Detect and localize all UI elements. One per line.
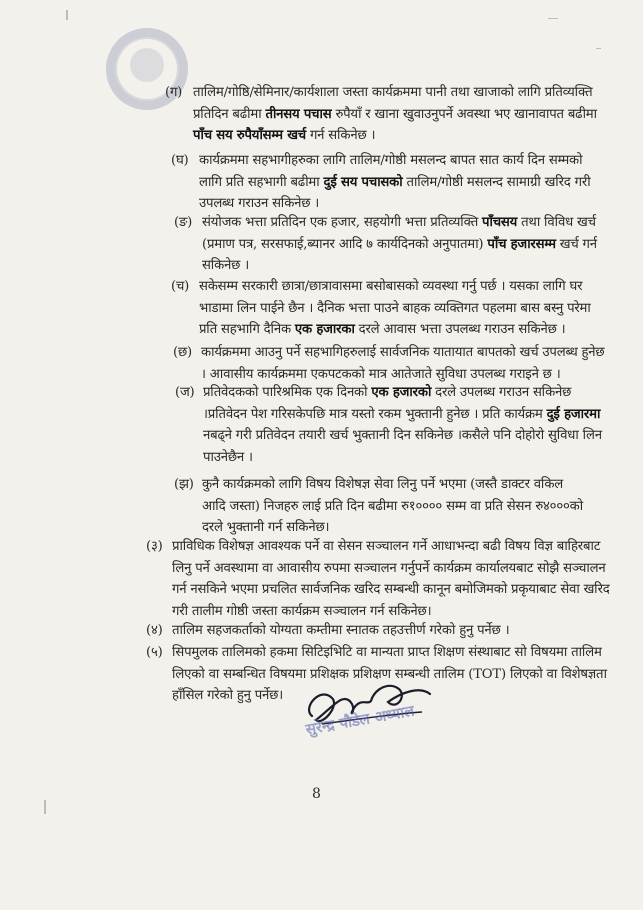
- bold-amount: पाँच हजारसम्म: [487, 236, 556, 252]
- text-segment: लिनु पर्ने अवस्थामा वा आवासीय रुपमा सञ्चालन गर्नुपर्ने कार्यक्रम कार्यालयबाट सोझै सञ्चालन: [172, 560, 606, 576]
- text-segment: तालिम सहजकर्ताको योग्यता कम्तीमा स्नातक तहउत्तीर्ण गरेको हुनु पर्नेछ ।: [172, 623, 510, 638]
- text-line: [199, 276, 591, 298]
- clause-marker: (ज): [175, 385, 195, 400]
- text-segment: लिएको वा सम्बन्धित विषयमा प्रशिक्षक प्रशिक्षण सम्बन्धी तालिम (TOT) लिएको वा विशेषज्ञता: [172, 666, 607, 682]
- clause-marker: (ग): [165, 85, 183, 100]
- text-segment: खर्च गर्न: [555, 236, 597, 252]
- clause-marker: (ङ): [174, 215, 193, 230]
- name-stamp: सुरेन्द्र पौडेल अध्याल: [304, 701, 416, 739]
- bold-amount: दुई सय पचासको: [323, 174, 403, 190]
- text-segment: कार्यक्रममा सहभागीहरुका लागि तालिम/गोष्ठी मसलन्द बापत सात कार्य दिन सम्मको: [199, 153, 583, 168]
- text-line: [199, 150, 590, 172]
- text-segment: कुनै कार्यक्रमको लागि विषय विशेषज्ञ सेवा लिनु पर्ने भएमा (जस्तै डाक्टर वकिल: [202, 477, 564, 492]
- clause-nga: [174, 212, 597, 277]
- text-line: [172, 579, 610, 601]
- clause-marker: (३): [146, 539, 163, 554]
- text-segment: हाँसिल गरेको हुनु पर्नेछ।: [172, 688, 284, 703]
- text-line: [199, 298, 591, 320]
- text-line: [193, 104, 597, 126]
- text-line: [199, 172, 590, 194]
- text-line: [203, 425, 602, 447]
- text-line: [172, 601, 610, 623]
- text-segment: गर्न नसकिने भएमा प्रचलित सार्वजनिक खरिद सम्बन्धी कानून बमोजिमको प्रकृयाबाट सेवा खरिद: [172, 582, 610, 597]
- text-line: [201, 342, 604, 364]
- clause-ja: [175, 382, 602, 468]
- text-segment: रुपैयाँ र खाना खुवाउनुपर्ने अवस्था भए खानावापत बढीमा: [331, 106, 597, 122]
- text-segment: सकेसम्म सरकारी छात्रा/छात्रावासमा बसोबासको व्यवस्था गर्नु पर्छ । यसका लागि घर: [199, 279, 583, 294]
- clause-marker: (४): [146, 623, 163, 638]
- page-number: 8: [312, 786, 321, 802]
- bold-amount: एक हजारको: [371, 385, 432, 400]
- bold-amount: तीनसय पचास: [265, 106, 332, 122]
- text-line: [203, 447, 602, 469]
- clause-gha: [171, 150, 591, 215]
- text-segment: ।प्रतिवेदन पेश गरिसकेपछि मात्र यस्तो रकम भुक्तानी हुनेछ । प्रति कार्यक्रम: [203, 406, 547, 422]
- text-segment: नबढ्ने गरी प्रतिवेदन तयारी खर्च भुक्तानी दिन सकिनेछ ।कसैले पनि दोहोरो सुविधा लिन: [203, 428, 602, 443]
- clause-ga: [165, 82, 597, 147]
- text-segment: भाडामा लिन पाईने छैन । दैनिक भत्ता पाउने बाहक व्यक्तिगत पहलमा बास बस्नु परेमा: [199, 300, 591, 316]
- text-segment: दरले भुक्तानी गर्न सकिनेछ।: [202, 520, 330, 535]
- text-line: [202, 496, 583, 518]
- text-line: [202, 474, 583, 496]
- text-line: [203, 404, 602, 426]
- bold-amount: दुई हजारमा: [546, 406, 601, 422]
- text-line: [202, 212, 597, 234]
- clause-3: [146, 536, 610, 622]
- text-segment: प्राविधिक विशेषज्ञ आवश्यक पर्ने वा सेसन सञ्चालन गर्ने आधाभन्दा बढी विषय विज्ञ बाहिरबाट: [172, 539, 601, 554]
- text-line: [193, 82, 597, 104]
- text-segment: प्रतिदिन बढीमा: [193, 106, 266, 122]
- text-line: [193, 125, 597, 147]
- signature-and-stamp: [292, 668, 442, 758]
- bold-amount: पाँच सय रुपैयाँसम्म खर्च: [193, 128, 306, 143]
- text-segment: । आवासीय कार्यक्रममा एकपटकको मात्र आतेजाते सुविधा उपलब्ध गराइने छ ।: [201, 366, 561, 382]
- text-line: [202, 255, 597, 277]
- text-segment: संयोजक भत्ता प्रतिदिन एक हजार, सहयोगी भत्ता प्रतिव्यक्ति: [202, 215, 483, 230]
- text-segment: (प्रमाण पत्र, सरसफाई,ब्यानर आदि ७ कार्यदिनको अनुपातमा): [202, 236, 488, 252]
- clause-chha: [173, 342, 605, 385]
- text-segment: सिपमुलक तालिमको हकमा सिटिइभिटि वा मान्यता प्राप्त शिक्षण संस्थाबाट सो विषयमा तालिम: [172, 645, 602, 660]
- text-segment: गरी तालीम गोष्ठी जस्ता कार्यक्रम सञ्चालन गर्न सकिनेछ।: [172, 603, 432, 619]
- text-segment: प्रति सहभागि दैनिक: [199, 322, 295, 337]
- clause-cha: [171, 276, 591, 341]
- text-segment: पाउनेछैन ।: [203, 449, 253, 465]
- clause-marker: (छ): [173, 345, 192, 360]
- bold-amount: पाँचसय: [482, 215, 518, 230]
- clause-marker: (घ): [171, 153, 189, 168]
- text-segment: दरले आवास भत्ता उपलब्ध गराउन सकिनेछ ।: [354, 322, 566, 337]
- clause-marker: (झ): [174, 477, 194, 492]
- text-segment: कार्यक्रममा आउनु पर्ने सहभागिहरुलाई सार्वजनिक यातायात बापतको खर्च उपलब्ध हुनेछ: [201, 345, 605, 360]
- text-segment: तालिम/गोष्ठी मसलन्द सामाग्री खरिद गरी: [402, 174, 591, 190]
- text-line: [202, 234, 597, 256]
- text-line: [172, 536, 610, 558]
- clause-4: [146, 620, 510, 642]
- text-segment: तथा विविध खर्च: [517, 215, 596, 230]
- text-segment: आदि जस्ता) निजहरु लाई प्रति दिन बढीमा रु१०००० सम्म वा प्रति सेसन रु४०००को: [202, 498, 583, 514]
- bold-amount: एक हजारका: [294, 322, 355, 337]
- text-line: [199, 319, 591, 341]
- clause-marker: (च): [171, 279, 190, 294]
- text-line: [172, 642, 607, 664]
- text-segment: लागि प्रति सहभागी बढीमा: [199, 174, 324, 190]
- text-line: [203, 382, 602, 404]
- text-segment: गर्न सकिनेछ ।: [305, 128, 376, 143]
- text-segment: प्रतिवेदकको पारिश्रमिक एक दिनको: [203, 385, 372, 400]
- text-segment: तालिम/गोष्ठि/सेमिनार/कार्यशाला जस्ता कार्यक्रममा पानी तथा खाजाको लागि प्रतिव्यक्ति: [193, 85, 593, 100]
- text-line: [172, 620, 509, 642]
- text-line: [172, 558, 610, 580]
- clause-marker: (५): [146, 645, 163, 660]
- text-segment: उपलब्ध गराउन सकिनेछ ।: [199, 196, 320, 211]
- text-segment: सकिनेछ ।: [202, 258, 250, 273]
- text-segment: दरले उपलब्ध गराउन सकिनेछ: [431, 385, 572, 400]
- clause-jha: [174, 474, 583, 539]
